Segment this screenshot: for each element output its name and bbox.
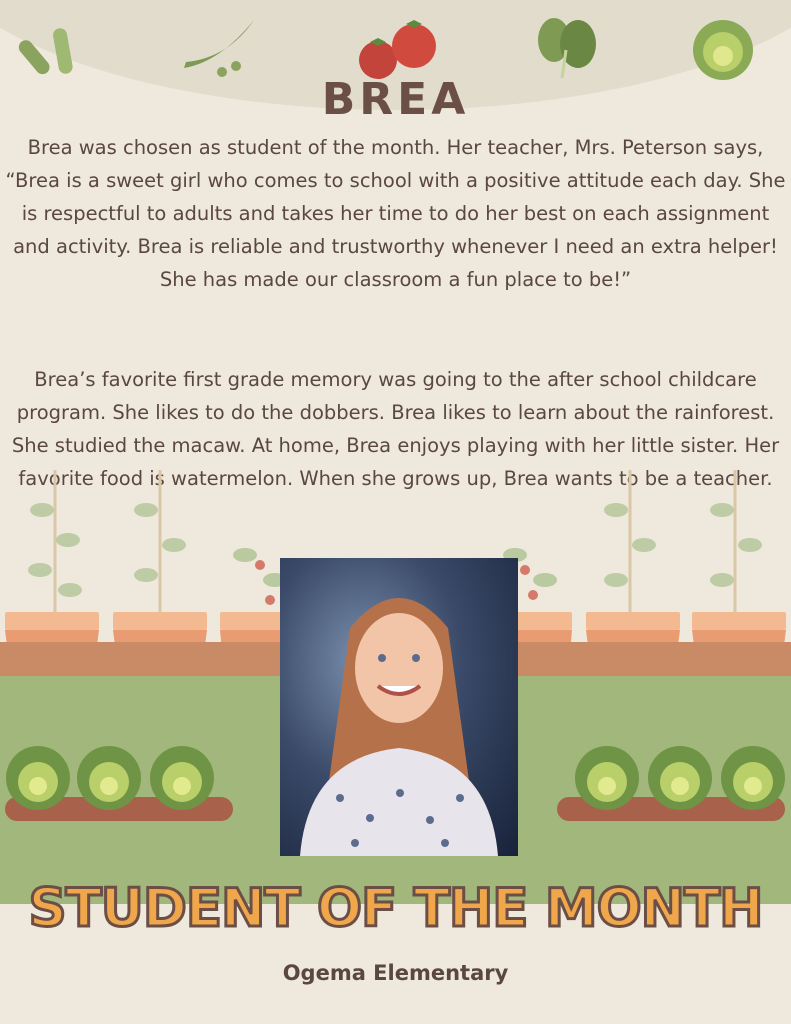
peas-icon	[180, 12, 260, 78]
spinach-icon	[532, 10, 604, 80]
paragraph-teacher-quote: Brea was chosen as student of the month. Her teacher, Mrs. Peterson says, “Brea is a sweet girl who comes to school with a positive attitude each day. She is respectful to adults and takes her time to do her best on each assignment and activity. Brea is reliable and trustworthy whenever I need an extra helper! She has made our classroom a fun place to be!”	[5, 136, 786, 291]
headline: STUDENT OF THE MONTH	[28, 878, 763, 939]
lettuce-icon	[688, 12, 758, 82]
cucumber-icon	[18, 14, 82, 80]
lettuce-head-icon	[0, 738, 240, 814]
student-name: BREA	[321, 74, 470, 125]
paragraph-favorites: Brea’s favorite first grade memory was going to the after school childcare program. She likes to do the dobbers. Brea likes to learn about the rainforest. She studied the macaw. At home, Brea enjoys playing with her little sister. Her favorite food is watermelon. When she grows up, Brea wants to be a teacher.	[11, 368, 780, 490]
school-name: Ogema Elementary	[282, 961, 509, 985]
lettuce-head-icon	[565, 738, 791, 814]
tomato-icon	[356, 18, 442, 82]
student-photo	[280, 558, 518, 856]
